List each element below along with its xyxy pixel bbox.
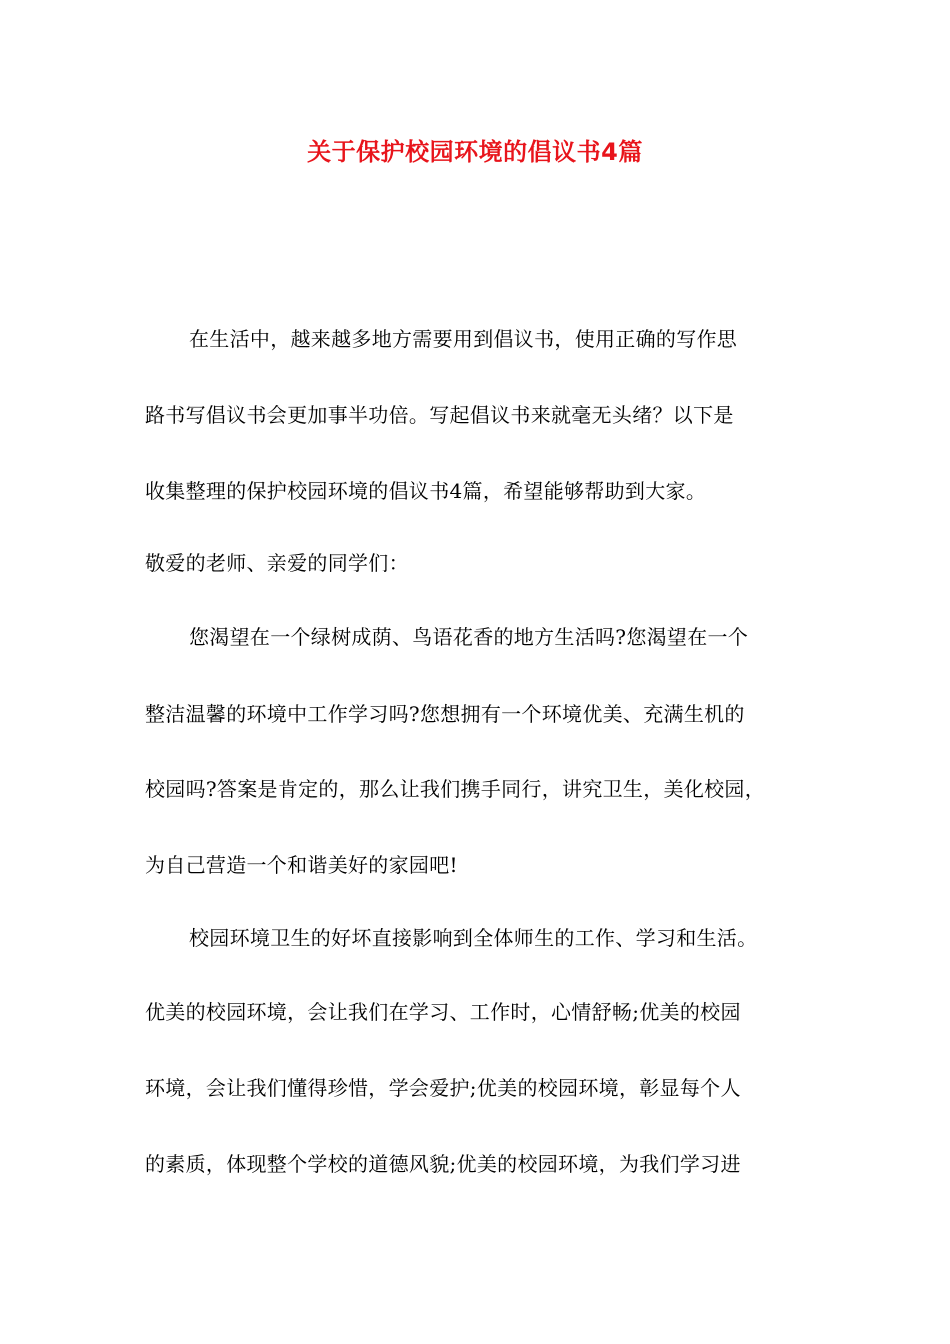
paragraph-line: 的素质，体现整个学校的道德风貌;优美的校园环境，为我们学习进 [145, 1152, 741, 1176]
paragraph-line: 校园吗?答案是肯定的，那么让我们携手同行，讲究卫生，美化校园， [145, 777, 766, 801]
paragraph-line: 环境，会让我们懂得珍惜，学会爱护;优美的校园环境，彰显每个人 [145, 1076, 741, 1100]
paragraph-line: 为自己营造一个和谐美好的家园吧! [145, 853, 458, 877]
paragraph-line: 在生活中，越来越多地方需要用到倡议书，使用正确的写作思 [189, 327, 738, 351]
paragraph-line: 校园环境卫生的好坏直接影响到全体师生的工作、学习和生活。 [189, 926, 758, 950]
paragraph-line: 优美的校园环境，会让我们在学习、工作时，心情舒畅;优美的校园 [145, 1000, 741, 1024]
paragraph-line: 整洁温馨的环境中工作学习吗?您想拥有一个环境优美、充满生机的 [145, 702, 745, 726]
paragraph-line: 路书写倡议书会更加事半功倍。写起倡议书来就毫无头绪？以下是 [145, 403, 734, 427]
salutation-line: 敬爱的老师、亲爱的同学们： [145, 551, 409, 575]
paragraph-line: 收集整理的保护校园环境的倡议书4篇，希望能够帮助到大家。 [145, 479, 707, 503]
paragraph-line: 您渴望在一个绿树成荫、鸟语花香的地方生活吗?您渴望在一个 [189, 625, 749, 649]
document-title: 关于保护校园环境的倡议书4篇 [307, 138, 643, 166]
